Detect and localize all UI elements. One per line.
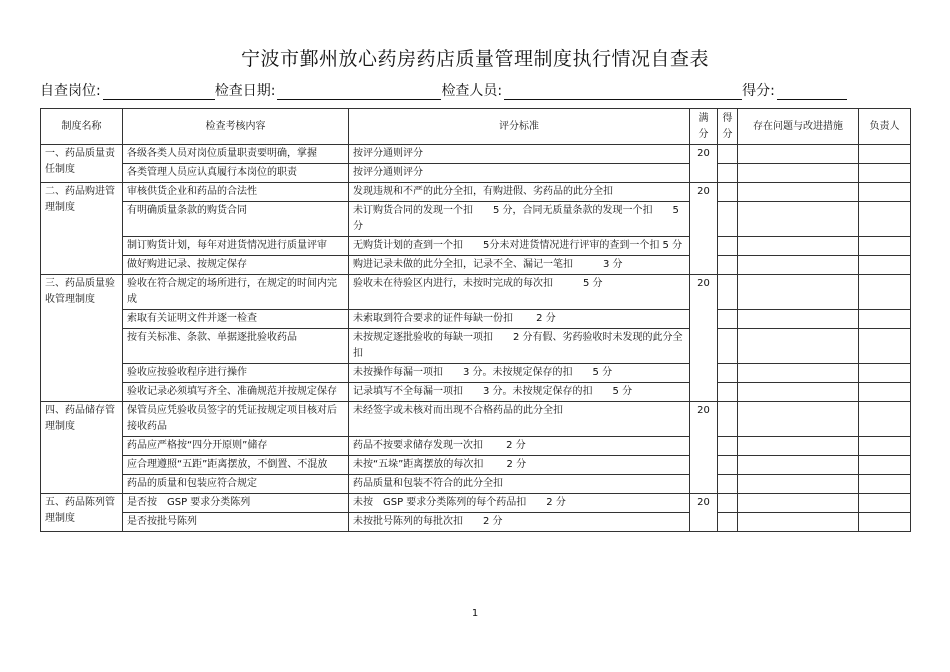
full-score: 20 [690,275,718,402]
owner-cell[interactable] [859,383,911,402]
owner-cell[interactable] [859,310,911,329]
score-field[interactable] [777,84,847,100]
score-cell[interactable] [718,456,738,475]
score-cell[interactable] [718,402,738,437]
row-content: 审核供货企业和药品的合法性 [123,183,349,202]
row-standard: 未订购货合同的发现一个扣 5 分，合同无质量条款的发现一个扣 5 分 [349,202,690,237]
owner-cell[interactable] [859,275,911,310]
issues-cell[interactable] [738,475,859,494]
header-got-score: 得分 [718,109,738,145]
row-content: 有明确质量条款的购货合同 [123,202,349,237]
row-standard: 验收未在待验区内进行，未按时完成的每次扣 5 分 [349,275,690,310]
post-field[interactable] [103,84,215,100]
full-score: 20 [690,183,718,275]
table-row [41,456,911,475]
row-content: 保管员应凭验收员签字的凭证按规定项目核对后接收药品 [123,402,349,437]
score-cell[interactable] [718,183,738,202]
issues-cell[interactable] [738,183,859,202]
post-label: 自查岗位: [40,83,101,99]
score-cell[interactable] [718,145,738,164]
table-row [41,402,911,437]
header-content: 检查考核内容 [123,109,349,145]
row-content: 制订购货计划，每年对进货情况进行质量评审 [123,237,349,256]
row-standard: 购进记录未做的此分全扣，记录不全、漏记一笔扣 3 分 [349,256,690,275]
table-row [41,310,911,329]
full-score: 20 [690,494,718,532]
row-standard: 未按操作每漏一项扣 3 分。未按规定保存的扣 5 分 [349,364,690,383]
score-cell[interactable] [718,310,738,329]
owner-cell[interactable] [859,364,911,383]
table-row [41,437,911,456]
row-standard: 未按批号陈列的每批次扣 2 分 [349,513,690,532]
score-cell[interactable] [718,383,738,402]
inspector-field[interactable] [504,84,742,100]
score-cell[interactable] [718,164,738,183]
issues-cell[interactable] [738,329,859,364]
date-label: 检查日期: [214,83,276,99]
row-standard: 未按规定逐批验收的每缺一项扣 2 分有假、劣药验收时未发现的此分全扣 [349,329,690,364]
inspector-label: 检查人员: [441,83,503,99]
row-standard: 未索取到符合要求的证件每缺一份扣 2 分 [349,310,690,329]
table-row [41,237,911,256]
issues-cell[interactable] [738,364,859,383]
score-cell[interactable] [718,202,738,237]
row-standard: 未按 GSP 要求分类陈列的每个药品扣 2 分 [349,494,690,513]
table-row [41,145,911,164]
row-content: 药品应严格按“四分开原则”储存 [123,437,349,456]
table-row [41,275,911,310]
row-content: 验收记录必须填写齐全、准确规范并按规定保存 [123,383,349,402]
owner-cell[interactable] [859,475,911,494]
page-number: 1 [471,608,479,619]
row-content: 验收在符合规定的场所进行，在规定的时间内完成 [123,275,349,310]
score-cell[interactable] [718,475,738,494]
row-content: 各级各类人员对岗位质量职责要明确，掌握 [123,145,349,164]
score-cell[interactable] [718,364,738,383]
score-cell[interactable] [718,256,738,275]
row-content: 药品的质量和包装应符合规定 [123,475,349,494]
issues-cell[interactable] [738,202,859,237]
issues-cell[interactable] [738,145,859,164]
owner-cell[interactable] [859,437,911,456]
table-row [41,383,911,402]
issues-cell[interactable] [738,437,859,456]
row-content: 是否按 GSP 要求分类陈列 [123,494,349,513]
header-owner: 负责人 [859,109,911,145]
section-name: 四、药品储存管理制度 [41,402,123,494]
row-standard: 记录填写不全每漏一项扣 3 分。未按规定保存的扣 5 分 [349,383,690,402]
header-issues: 存在问题与改进措施 [738,109,859,145]
score-cell[interactable] [718,329,738,364]
row-standard: 按评分通则评分 [349,145,690,164]
issues-cell[interactable] [738,237,859,256]
issues-cell[interactable] [738,513,859,532]
row-content: 验收应按验收程序进行操作 [123,364,349,383]
owner-cell[interactable] [859,329,911,364]
section-name: 二、药品购进管理制度 [41,183,123,275]
row-content: 是否按批号陈列 [123,513,349,532]
inspection-table [40,108,911,532]
row-standard: 按评分通则评分 [349,164,690,183]
owner-cell[interactable] [859,494,911,513]
issues-cell[interactable] [738,310,859,329]
issues-cell[interactable] [738,256,859,275]
table-row [41,494,911,513]
issues-cell[interactable] [738,494,859,513]
table-row [41,164,911,183]
table-row [41,475,911,494]
section-name: 一、药品质量责任制度 [41,145,123,183]
owner-cell[interactable] [859,164,911,183]
owner-cell[interactable] [859,513,911,532]
score-cell[interactable] [718,275,738,310]
owner-cell[interactable] [859,402,911,437]
owner-cell[interactable] [859,202,911,237]
section-name: 五、药品陈列管理制度 [41,494,123,532]
owner-cell[interactable] [859,145,911,164]
issues-cell[interactable] [738,275,859,310]
row-content: 按有关标准、条款、单据逐批验收药品 [123,329,349,364]
row-standard: 无购货计划的查到一个扣 5分未对进货情况进行评审的查到一个扣 5 分 [349,237,690,256]
row-content: 应合理遵照“五距”距离摆放，不倒置、不混放 [123,456,349,475]
issues-cell[interactable] [738,383,859,402]
row-standard: 未按“五垛”距离摆放的每次扣 2 分 [349,456,690,475]
table-row [41,202,911,237]
score-cell[interactable] [718,237,738,256]
issues-cell[interactable] [738,402,859,437]
full-score: 20 [690,145,718,183]
table-row [41,256,911,275]
header-info-line [40,80,910,100]
page-title: 宁波市鄞州放心药房药店质量管理制度执行情况自查表 [240,48,709,70]
date-field[interactable] [277,84,441,100]
table-row [41,513,911,532]
row-standard: 药品质量和包装不符合的此分全扣 [349,475,690,494]
issues-cell[interactable] [738,164,859,183]
table-row [41,329,911,364]
table-row [41,364,911,383]
row-content: 索取有关证明文件并逐一检查 [123,310,349,329]
table-row [41,183,911,202]
section-name: 三、药品质量验收管理制度 [41,275,123,402]
owner-cell[interactable] [859,456,911,475]
row-standard: 药品不按要求储存发现一次扣 2 分 [349,437,690,456]
score-label: 得分: [742,83,775,99]
owner-cell[interactable] [859,237,911,256]
row-content: 做好购进记录、按规定保存 [123,256,349,275]
table-header-row [41,109,911,145]
row-content: 各类管理人员应认真履行本岗位的职责 [123,164,349,183]
header-name: 制度名称 [41,109,123,145]
score-cell[interactable] [718,513,738,532]
full-score: 20 [690,402,718,494]
owner-cell[interactable] [859,256,911,275]
header-full-score: 满分 [690,109,718,145]
issues-cell[interactable] [738,456,859,475]
owner-cell[interactable] [859,183,911,202]
row-standard: 未经签字或未核对而出现不合格药品的此分全扣 [349,402,690,437]
score-cell[interactable] [718,437,738,456]
score-cell[interactable] [718,494,738,513]
row-standard: 发现违规和不严的此分全扣，有购进假、劣药品的此分全扣 [349,183,690,202]
header-standard: 评分标准 [349,109,690,145]
